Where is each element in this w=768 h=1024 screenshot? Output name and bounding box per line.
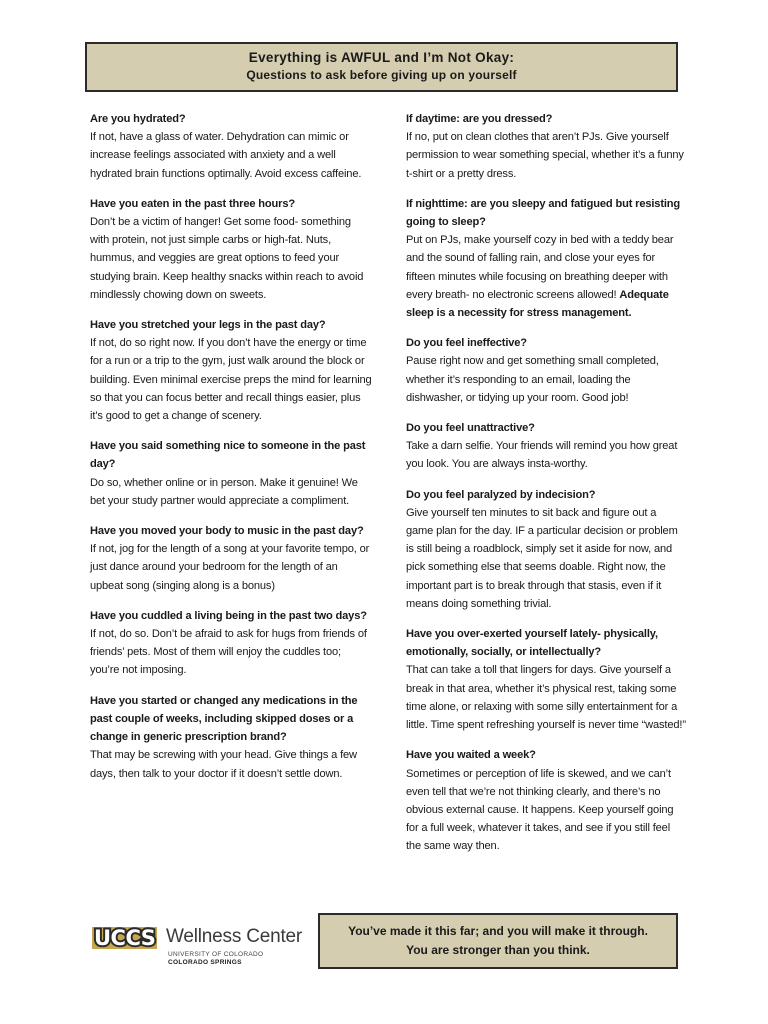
question-heading: Have you moved your body to music in the past day? [90,525,364,538]
logo-campus-line: COLORADO SPRINGS [168,959,242,966]
question-heading: Have you cuddled a living being in the past two days? [90,609,367,622]
wellness-center-logo [86,914,308,976]
question-answer: If not, jog for the length of a song at your favorite tempo, or just dance around your bedroom for the length of an upbeat song (singing along is a bonus) [90,543,370,592]
page-title: Everything is AWFUL and I’m Not Okay: [248,50,515,65]
question-section [90,316,372,425]
question-answer: Sometimes or perception of life is skewed, and we can’t even tell that we’re not thinking clearly, and there’s no obvious external cause. It happens. Keep yourself going for a full week, whatever it takes, and see if you still feel the same way then. [406,767,674,853]
logo-name: Wellness Center [166,926,303,947]
question-section [406,334,686,407]
left-column [90,110,372,795]
question-answer: If not, have a glass of water. Dehydration can mimic or increase feelings associated with anxiety and a well hydrated brain functions optimally. Avoid excess caffeine. [90,131,362,180]
answer-text: Put on PJs, make yourself cozy in bed with a teddy bear and the sound of falling rain, and close your eyes for fifteen minutes while focusing on breathing deeper with every breath- no electronic screens allowed! [406,234,674,301]
question-heading: Do you feel ineffective? [406,337,527,350]
question-heading: If daytime: are you dressed? [406,113,553,125]
question-answer: Don’t be a victim of hanger! Get some food- something with protein, not just simple carbs or high-fat. Nuts, hummus, and veggies are great options to feed your studying brain. Keep healthy snacks within reach to avoid mindlessly chowing down on sweets. [90,216,364,301]
question-section [406,486,686,613]
question-heading: Have you over-exerted yourself lately- physically, emotionally, socially, or intellectually? [406,628,658,659]
encouragement-box [318,913,678,969]
question-answer: That may be screwing with your head. Give things a few days, then talk to your doctor if it doesn’t settle down. [90,749,357,780]
question-section [406,746,686,855]
question-answer: Do so, whether online or in person. Make it genuine! We bet your study partner would appreciate a compliment. [90,476,358,507]
question-answer: Give yourself ten minutes to sit back and figure out a game plan for the day. IF a particular decision or problem is still being a roadblock, simply set it aside for now, and pick something else that seems doable. Right now, the important part is to break through that stasis, even if it means doing something trivial. [406,506,678,610]
question-section [90,607,372,680]
question-section [90,437,372,510]
answer-emphasis: Adequate sleep is a necessity for stress management. [406,288,669,320]
question-answer: If no, put on clean clothes that aren’t PJs. Give yourself permission to wear something special, whether it’s a funny t-shirt or a pretty dress. [406,131,684,180]
question-section [90,110,372,183]
question-section [406,419,686,474]
question-answer: Take a darn selfie. Your friends will remind you how great you look. You are always insta-worthy. [406,440,678,471]
question-section [406,195,686,322]
question-section [406,625,686,734]
right-column [406,110,686,868]
question-answer: If not, do so. Don’t be afraid to ask for hugs from friends of friends’ pets. Most of them will enjoy the cuddles too; you’re not imposing. [90,628,367,677]
encouragement-line-2: You are stronger than you think. [406,943,590,957]
question-section [406,110,686,183]
question-heading: Are you hydrated? [90,113,186,125]
question-heading: If nighttime: are you sleepy and fatigued but resisting going to sleep? [406,197,681,229]
logo-university-line: UNIVERSITY OF COLORADO [168,951,264,958]
question-section [90,522,372,595]
question-heading: Have you said something nice to someone in the past day? [90,440,366,471]
question-heading: Do you feel paralyzed by indecision? [406,488,596,501]
question-section [90,692,372,783]
question-answer: If not, do so right now. If you don’t have the energy or time for a run or a trip to the gym, just walk around the block or building. Even minimal exercise preps the mind for learning so that you can focus better and recall things easier, plus it’s good to get a change of scenery. [90,337,372,423]
question-answer [406,231,686,322]
question-heading: Do you feel unattractive? [406,422,535,435]
question-section [90,195,372,304]
question-answer: Pause right now and get something small completed, whether it’s responding to an email, loading the dishwasher, or tidying up your room. Good job! [406,355,659,404]
header-box [85,42,678,92]
question-heading: Have you started or changed any medications in the past couple of weeks, including skipped doses or a change in generic prescription brand? [90,694,358,744]
question-answer: That can take a toll that lingers for days. Give yourself a break in that area, whether it’s physical rest, taking some time alone, or relaxing with some silly entertainment for a little. Time spent refreshing yourself is never time “wasted!” [406,664,686,732]
uccs-logo-mark: UCCS [94,926,156,950]
page-subtitle: Questions to ask before giving up on yourself [246,68,517,82]
question-heading: Have you stretched your legs in the past day? [90,319,326,332]
encouragement-line-1: You’ve made it this far; and you will make it through. [348,924,648,938]
question-heading: Have you eaten in the past three hours? [90,197,295,210]
question-heading: Have you waited a week? [406,749,536,762]
